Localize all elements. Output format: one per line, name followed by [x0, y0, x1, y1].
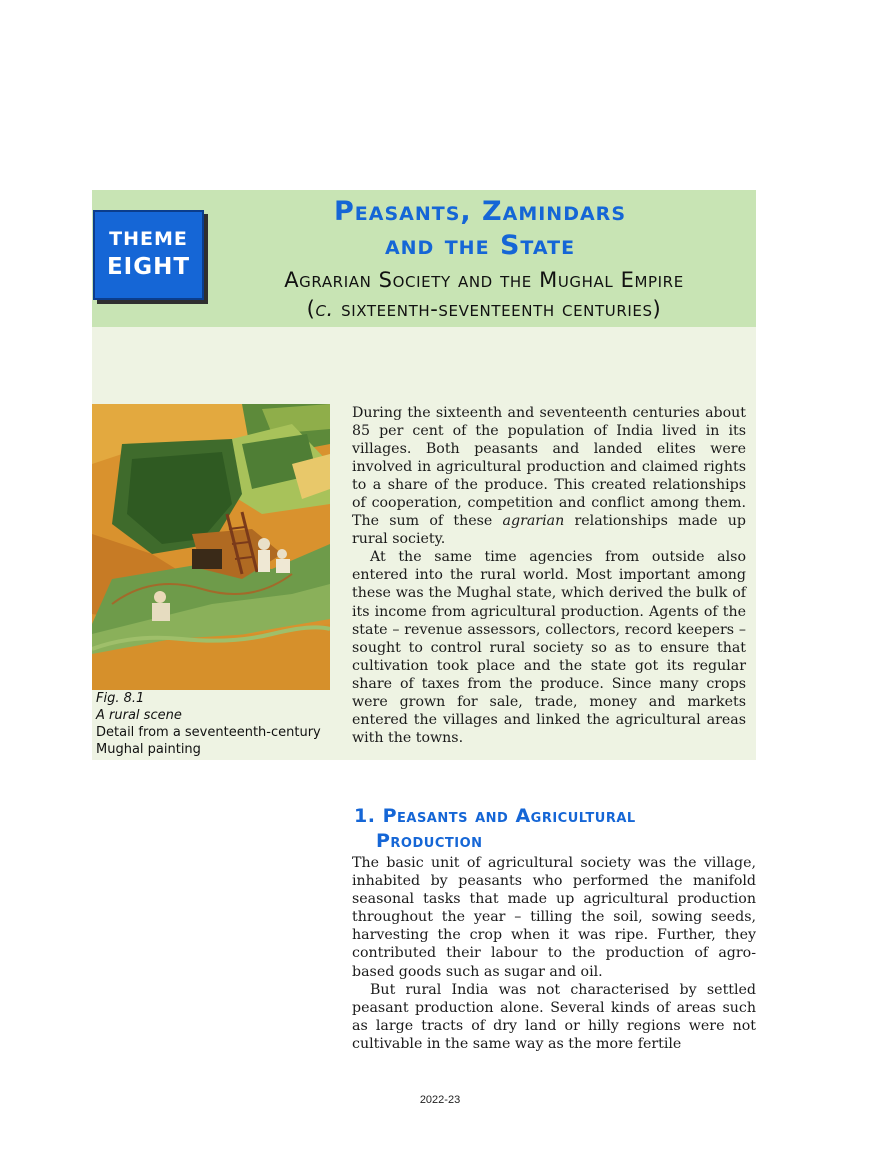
intro-text [352, 404, 746, 747]
subtitle-open-paren: ( [306, 297, 316, 321]
intro-p1-end: relationships made up rural society. [352, 513, 746, 548]
theme-label: THEME [109, 228, 188, 250]
section-heading [354, 804, 754, 854]
figure-caption [96, 690, 336, 758]
page-footer-year: 2022-23 [419, 1094, 461, 1106]
section-paragraph-1: The basic unit of agricultural society was the village, inhabited by peasants who performed the manifold seasonal tasks that made up agricultural production throughout the year – tilling the soil, sowing seeds, harvesting the crop when it was ripe. Further, they contributed their labour to the production of agro-based goods such as sugar and oil. [352, 855, 756, 980]
section-heading-line-1: Peasants and Agricultural [382, 805, 636, 827]
figure-title: A rural scene [96, 708, 182, 723]
section-number: 1. [354, 805, 376, 827]
chapter-title-line-2: and the State [384, 230, 576, 261]
rural-scene-painting [92, 404, 330, 690]
intro-p1-start: During the sixteenth and seventeenth centuries about 85 per cent of the population of India lived in its villages. Both peasants and landed elites were involved in agricultural production and claimed rights to a share of the produce. This created relationships of cooperation, competition and conflict among them. The sum of these [352, 405, 746, 530]
chapter-subtitle-line-2 [214, 297, 754, 321]
figure-caption-line-2: Mughal painting [96, 742, 201, 757]
chapter-subtitle-line-1: Agrarian Society and the Mughal Empire [284, 268, 684, 292]
theme-number: EIGHT [106, 254, 191, 280]
chapter-title-line-1: Peasants, Zamindars [333, 196, 626, 227]
section-paragraph-2: But rural India was not characterised by settled peasant production alone. Several kinds of areas such as large tracts of dry land or hilly regions were not cultivable in the same way as the more fertile [352, 981, 756, 1052]
intro-paragraph-2: At the same time agencies from outside also entered into the rural world. Most important among these was the Mughal state, which derived the bulk of its income from agricultural production. Agents of the state – revenue assessors, collectors, record keepers – sought to control rural society so as to ensure that cultivation took place and the state got its regular share of taxes from the produce. Since many crops were grown for sale, trade, money and markets entered the villages and linked the agricultural areas with the towns. [352, 549, 746, 746]
intro-paragraph-1 [352, 404, 746, 548]
subtitle-circa: c. [315, 297, 334, 321]
subtitle-period: sixteenth-seventeenth centuries) [333, 297, 662, 321]
section-heading-line-2: Production [376, 830, 483, 852]
figure-label: Fig. 8.1 [96, 691, 145, 706]
theme-badge [93, 210, 204, 300]
intro-p1-emphasis: agrarian [502, 513, 565, 530]
figure-caption-line-1: Detail from a seventeenth-century [96, 725, 321, 740]
section-body [352, 854, 756, 1053]
